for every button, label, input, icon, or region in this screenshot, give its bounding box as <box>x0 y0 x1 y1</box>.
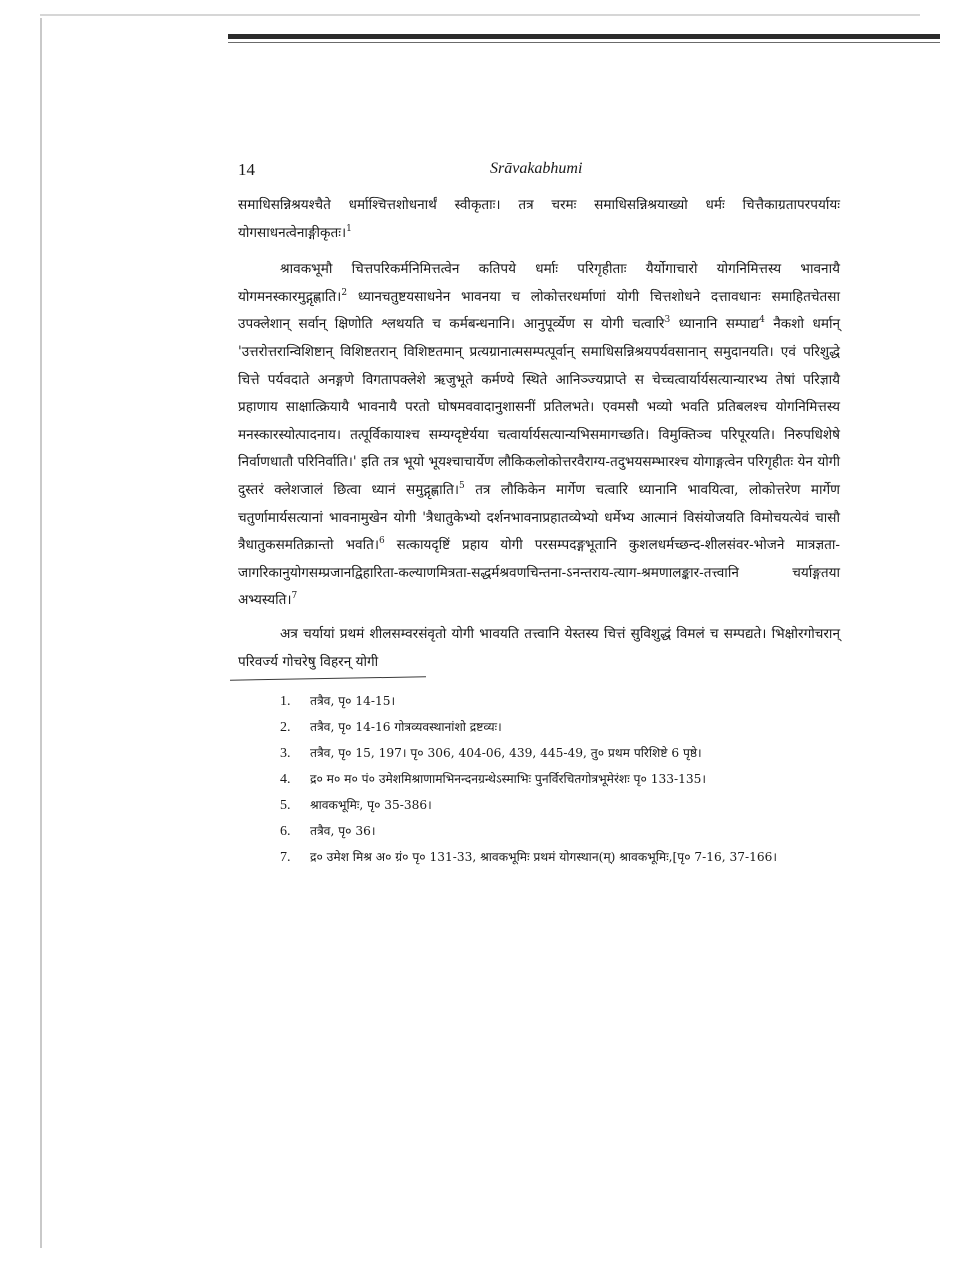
footnote <box>280 715 840 740</box>
footnote-number: 1. <box>280 694 291 710</box>
footnote-number: 7. <box>280 850 291 866</box>
footnote-ref-2: 2 <box>341 287 348 298</box>
footnote-text: तत्रैव, पृ० 14-15। <box>310 694 396 709</box>
footnote-number: 2. <box>280 720 291 736</box>
running-title: Srāvakabhumi <box>490 160 583 177</box>
paragraph-3 <box>238 621 840 676</box>
footnote <box>280 689 840 714</box>
footnote-ref-1: 1 <box>346 223 352 234</box>
footnote-text: श्रावकभूमिः, पृ० 35-386। <box>310 798 432 813</box>
paragraph-1-text: समाधिसन्निश्रयश्चैते धर्माश्चित्तशोधनार्थं स्वीकृताः। तत्र चरमः समाधिसन्निश्रयाख्यो धर्मः चित्तैकाग्रतापरपर्यायः योगसाधनत्वेनाङ्गीकृतः। <box>238 197 840 241</box>
footnote-text: तत्रैव, पृ० 36। <box>310 824 376 839</box>
scan-edge-top <box>40 14 920 16</box>
footnotes <box>280 689 840 870</box>
footnote-number: 6. <box>280 824 291 840</box>
body-text <box>238 192 840 676</box>
page-number: 14 <box>238 160 255 179</box>
footnote-ref-4: 4 <box>759 315 765 326</box>
paragraph-1 <box>238 192 840 247</box>
paragraph-2-text-c: ध्यानानि सम्पाद्य <box>678 316 760 333</box>
footnote <box>280 741 840 766</box>
footnote-ref-5: 5 <box>459 480 465 491</box>
footnote <box>280 767 840 792</box>
top-rule-thin <box>228 42 940 43</box>
footnote-text: द्र० म० म० पं० उमेशमिश्राणामभिनन्दनग्रन्थेऽस्माभिः पुनर्विरचितगोत्रभूमेरंशः पृ० 133-135। <box>310 772 706 787</box>
footnote-text: तत्रैव, पृ० 14-16 गोत्रव्यवस्थानांशो द्रष्टव्यः। <box>310 720 502 735</box>
footnote-number: 4. <box>280 772 291 788</box>
scan-edge-left <box>40 18 42 1248</box>
footnote <box>280 793 840 818</box>
footnote-ref-7: 7 <box>291 591 298 602</box>
footnote <box>280 819 840 844</box>
footnote-text: तत्रैव, पृ० 15, 197। पृ० 306, 404-06, 439, 445-49, तु० प्रथम परिशिष्टे 6 पृष्ठे। <box>310 746 702 761</box>
paragraph-2-text-a: श्रावकभूमौ चित्तपरिकर्मनिमित्तत्वेन कतिपये धर्माः परिगृहीताः यैर्योगाचारो योगनिमित्तस्य भावनायै योगमनस्कारमुद्गृह्णाति। <box>238 261 840 305</box>
paragraph-2-text-d: नैकशो धर्मान् 'उत्तरोत्तरान्विशिष्टान् विशिष्टतरान् विशिष्टतमान् प्रत्यग्रानात्मसम्पत्पूर्वान् समाधिसन्निश्रयपर्यवसानान् समुदानयति। एवं परिशुद्धे चित्ते पर्यवदाते अनङ्गणे विगतापक्लेशे ऋजुभूते कर्मण्ये स्थिते आनिञ्ज्यप्राप्ते स चेच्चत्वार्यार्यसत्यान्यारभ्य तेषां परिज्ञायै प्रहाणाय साक्षात्क्रियायै भावनायै परतो घोषमववादानुशासनीं प्रतिलभते। एवमसौ भव्यो भवति प्रतिबलश्च योगनिमित्तस्य मनस्कारस्योत्पादनाय। तत्पूर्विकायाश्च सम्यग्दृष्टेर्यया चत्वार्यार्यसत्यान्यभिसमागच्छति। विमुक्तिञ्च परिपूरयति। निरुपधिशेषे निर्वाणधातौ परिनिर्वाति।' इति तत्र भूयो भूयश्चाचार्येण लौकिकलोकोत्तरवैराग्य-तदुभयसम्भारश्च योगाङ्गत्वेन परिगृहीतः येन योगी दुस्तरं क्लेशजालं छित्वा ध्यानं समुद्गृह्णाति। <box>238 316 841 498</box>
footnote-number: 3. <box>280 746 291 762</box>
paragraph-2 <box>238 256 840 615</box>
footnote-text: द्र० उमेश मिश्र अ० ग्रं० पृ० 131-33, श्रावकभूमिः प्रथमं योगस्थान(म्) श्रावकभूमिः,[पृ० 7-16, 37-166। <box>310 850 778 865</box>
footnote-number: 5. <box>280 798 291 814</box>
footnote <box>280 845 840 870</box>
page-header <box>238 156 840 192</box>
footnote-separator <box>230 676 426 680</box>
paragraph-gap <box>238 247 840 256</box>
paragraph-2-text-e: तत्र लौकिकेन मार्गेण चत्वारि ध्यानानि भावयित्वा, लोकोत्तरेण मार्गेण चतुर्णामार्यसत्यानां भावनामुखेन योगी 'त्रैधातुकेभ्यो दर्शनभावनाप्रहातव्येभ्यो धर्मेभ्य आत्मानं विसंयोजयति विमोचयत्येवं चासौ त्रैधातुकसमतिक्रान्तो भवति। <box>238 481 840 554</box>
page <box>238 156 840 871</box>
paragraph-2-text-b: ध्यानचतुष्टयसाधनेन भावनया च लोकोत्तरधर्माणां योगी चित्तशोधने दत्तावधानः समाहितचेतसा उपक्लेशान् सर्वान् क्षिणोति श्लथयति च कर्मबन्धनानि। आनुपूर्व्येण स योगी चत्वारि <box>238 288 840 333</box>
paragraph-3-text: अत्र चर्यायां प्रथमं शीलसम्वरसंवृतो योगी भावयति तत्त्वानि येस्तस्य चित्तं सुविशुद्धं विमलं च सम्पद्यते। भिक्षोरगोचरान् परिवर्ज्य गोचरेषु विहरन् योगी <box>238 625 840 670</box>
footnote-ref-6: 6 <box>379 536 385 547</box>
paragraph-2-text-f: सत्कायदृष्टिं प्रहाय योगी परसम्पदङ्गभूतानि कुशलधर्मच्छन्द-शीलसंवर-भोजने मात्रज्ञता-जागरिकानुयोगसम्प्रजानद्विहारिता-कल्याणमित्रता-सद्धर्मश्रवणचिन्तना-ऽनन्तराय-त्याग-श्रमणालङ्कार-तत्त्वानि चर्याङ्गतया अभ्यस्यति। <box>238 537 841 609</box>
footnote-ref-3: 3 <box>664 315 671 326</box>
top-rule <box>228 34 940 39</box>
